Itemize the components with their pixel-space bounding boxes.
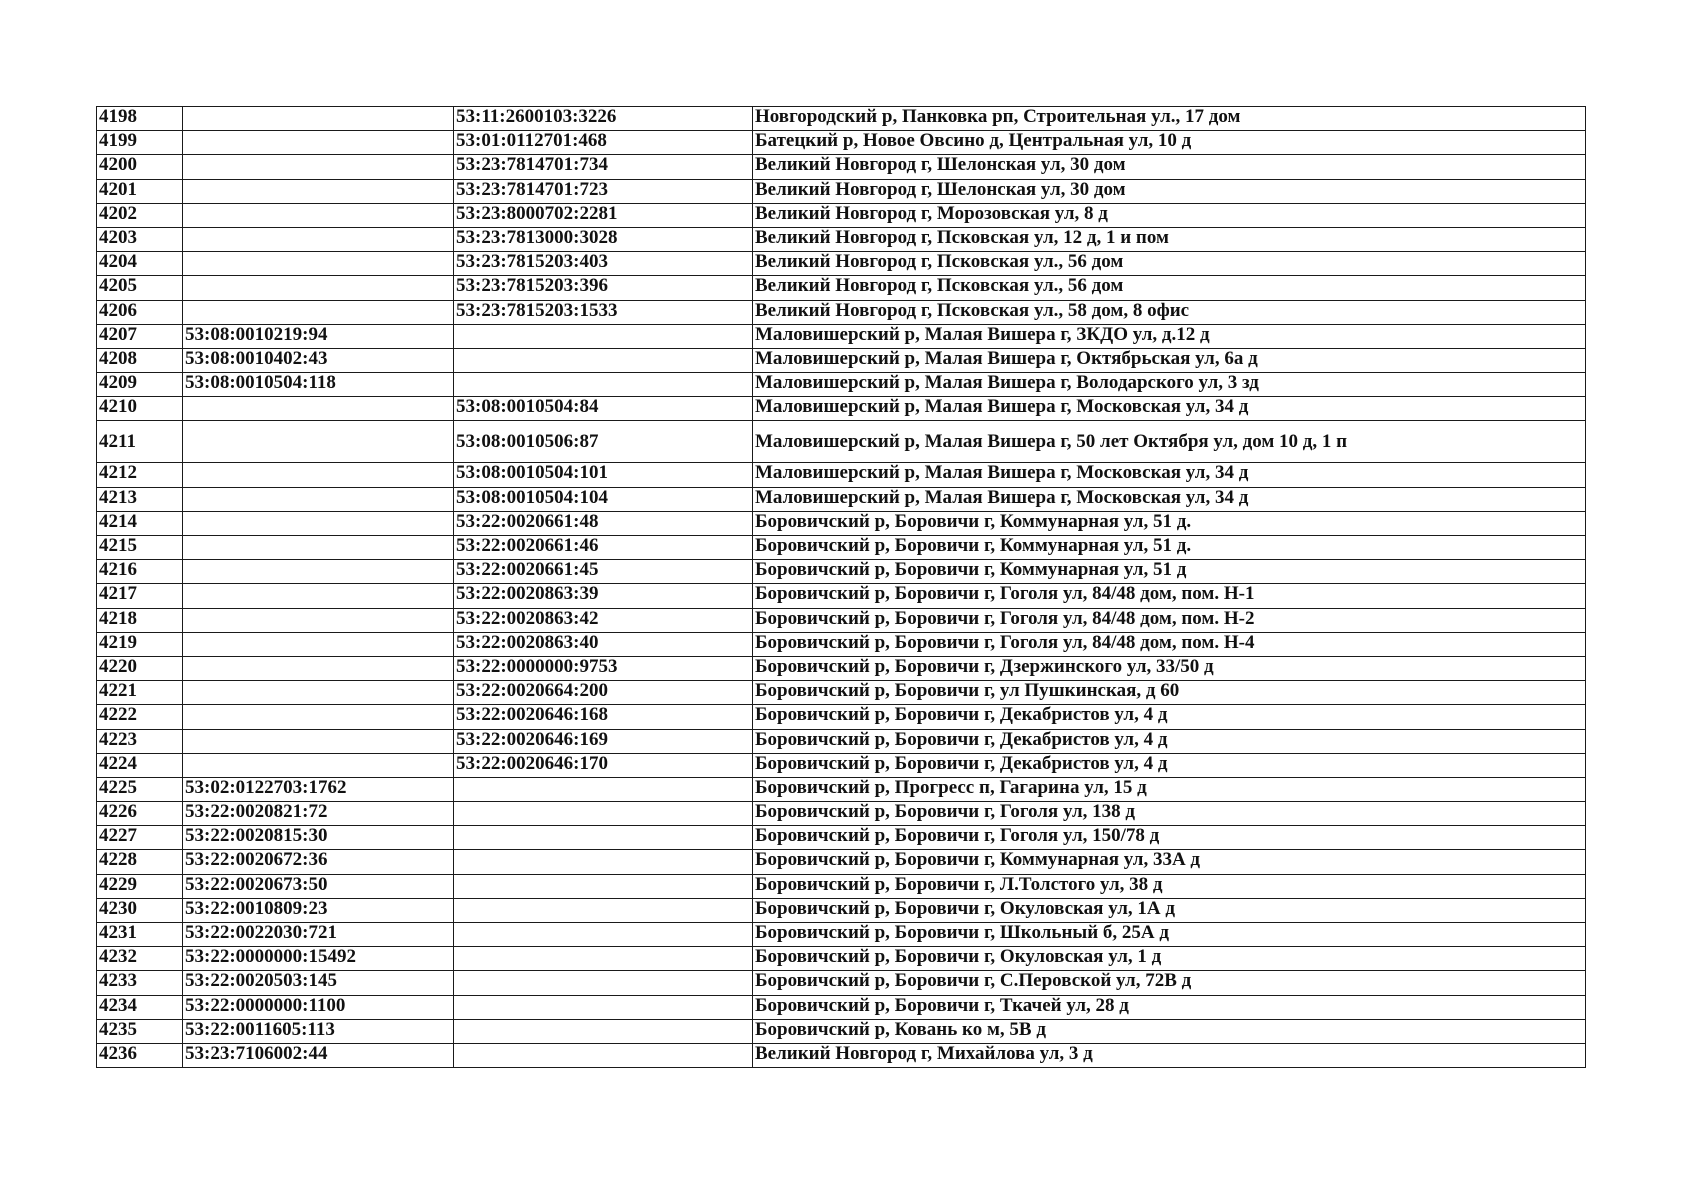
row-number-cell: 4216 [97,560,183,584]
address-cell: Великий Новгород г, Псковская ул., 56 дом [753,276,1586,300]
table-row [97,947,1586,971]
row-number-cell: 4213 [97,487,183,511]
address-cell: Боровичский р, Боровичи г, Гоголя ул, 84/48 дом, пом. Н-2 [753,608,1586,632]
premise-cadastral-number-cell: 53:22:0000000:9753 [454,656,753,680]
row-number-cell: 4235 [97,1019,183,1043]
row-number-cell: 4205 [97,276,183,300]
address-cell: Боровичский р, Боровичи г, Ткачей ул, 28 д [753,995,1586,1019]
row-number-cell: 4231 [97,923,183,947]
premise-cadastral-number-cell: 53:23:7814701:723 [454,179,753,203]
row-number-cell: 4217 [97,584,183,608]
row-number-cell: 4232 [97,947,183,971]
address-cell: Боровичский р, Боровичи г, ул Пушкинская, д 60 [753,681,1586,705]
premise-cadastral-number-cell [454,995,753,1019]
row-number-cell: 4225 [97,777,183,801]
row-number-cell: 4209 [97,373,183,397]
table-row [97,971,1586,995]
building-cadastral-number-cell [183,300,454,324]
building-cadastral-number-cell: 53:08:0010402:43 [183,348,454,372]
premise-cadastral-number-cell: 53:23:7815203:396 [454,276,753,300]
row-number-cell: 4230 [97,898,183,922]
property-registry-table [96,106,1586,1068]
address-cell: Боровичский р, Боровичи г, Окуловская ул, 1 д [753,947,1586,971]
premise-cadastral-number-cell: 53:08:0010504:84 [454,397,753,421]
building-cadastral-number-cell [183,681,454,705]
row-number-cell: 4212 [97,463,183,487]
address-cell: Великий Новгород г, Псковская ул., 56 дом [753,252,1586,276]
row-number-cell: 4210 [97,397,183,421]
premise-cadastral-number-cell: 53:22:0020661:48 [454,511,753,535]
premise-cadastral-number-cell [454,373,753,397]
address-cell: Маловишерский р, Малая Вишера г, ЗКДО ул, д.12 д [753,324,1586,348]
table-row [97,511,1586,535]
row-number-cell: 4224 [97,753,183,777]
address-cell: Боровичский р, Прогресс п, Гагарина ул, 15 д [753,777,1586,801]
table-row [97,107,1586,131]
row-number-cell: 4221 [97,681,183,705]
row-number-cell: 4199 [97,131,183,155]
address-cell: Маловишерский р, Малая Вишера г, Московская ул, 34 д [753,397,1586,421]
building-cadastral-number-cell [183,131,454,155]
table-row [97,656,1586,680]
building-cadastral-number-cell [183,397,454,421]
table-row [97,252,1586,276]
row-number-cell: 4220 [97,656,183,680]
premise-cadastral-number-cell: 53:11:2600103:3226 [454,107,753,131]
address-cell: Боровичский р, Боровичи г, Коммунарная ул, 33А д [753,850,1586,874]
row-number-cell: 4204 [97,252,183,276]
table-row [97,397,1586,421]
premise-cadastral-number-cell [454,1043,753,1067]
premise-cadastral-number-cell [454,777,753,801]
table-row [97,632,1586,656]
building-cadastral-number-cell [183,753,454,777]
address-cell: Маловишерский р, Малая Вишера г, Московская ул, 34 д [753,487,1586,511]
building-cadastral-number-cell [183,560,454,584]
address-cell: Новгородский р, Панковка рп, Строительная ул., 17 дом [753,107,1586,131]
table-row [97,1019,1586,1043]
address-cell: Великий Новгород г, Псковская ул, 12 д, 1 и пом [753,227,1586,251]
building-cadastral-number-cell: 53:22:0022030:721 [183,923,454,947]
table-row [97,753,1586,777]
table-row [97,705,1586,729]
address-cell: Великий Новгород г, Шелонская ул, 30 дом [753,179,1586,203]
address-cell: Боровичский р, Ковань ко м, 5В д [753,1019,1586,1043]
address-cell: Маловишерский р, Малая Вишера г, Октябрьская ул, 6а д [753,348,1586,372]
row-number-cell: 4234 [97,995,183,1019]
table-row [97,995,1586,1019]
premise-cadastral-number-cell: 53:23:7815203:403 [454,252,753,276]
premise-cadastral-number-cell: 53:22:0020863:42 [454,608,753,632]
row-number-cell: 4218 [97,608,183,632]
premise-cadastral-number-cell: 53:22:0020646:168 [454,705,753,729]
table-row [97,923,1586,947]
building-cadastral-number-cell [183,632,454,656]
table-row [97,421,1586,463]
row-number-cell: 4215 [97,536,183,560]
table-row [97,560,1586,584]
table-row [97,777,1586,801]
table-row [97,487,1586,511]
building-cadastral-number-cell: 53:22:0020503:145 [183,971,454,995]
premise-cadastral-number-cell: 53:23:7814701:734 [454,155,753,179]
address-cell: Боровичский р, Боровичи г, Гоголя ул, 138 д [753,802,1586,826]
building-cadastral-number-cell [183,155,454,179]
premise-cadastral-number-cell [454,348,753,372]
premise-cadastral-number-cell: 53:22:0020646:170 [454,753,753,777]
premise-cadastral-number-cell: 53:22:0020863:40 [454,632,753,656]
address-cell: Боровичский р, Боровичи г, Окуловская ул, 1А д [753,898,1586,922]
table-row [97,1043,1586,1067]
building-cadastral-number-cell [183,276,454,300]
address-cell: Боровичский р, Боровичи г, Гоголя ул, 84/48 дом, пом. Н-4 [753,632,1586,656]
address-cell: Великий Новгород г, Морозовская ул, 8 д [753,203,1586,227]
address-cell: Великий Новгород г, Шелонская ул, 30 дом [753,155,1586,179]
table-row [97,898,1586,922]
building-cadastral-number-cell [183,656,454,680]
building-cadastral-number-cell [183,584,454,608]
premise-cadastral-number-cell: 53:23:7813000:3028 [454,227,753,251]
building-cadastral-number-cell [183,536,454,560]
premise-cadastral-number-cell: 53:08:0010504:104 [454,487,753,511]
premise-cadastral-number-cell: 53:22:0020661:45 [454,560,753,584]
registry-table-body [97,107,1586,1068]
address-cell: Великий Новгород г, Псковская ул., 58 дом, 8 офис [753,300,1586,324]
address-cell: Боровичский р, Боровичи г, Гоголя ул, 84/48 дом, пом. Н-1 [753,584,1586,608]
row-number-cell: 4200 [97,155,183,179]
row-number-cell: 4219 [97,632,183,656]
table-row [97,131,1586,155]
premise-cadastral-number-cell [454,923,753,947]
table-row [97,729,1586,753]
row-number-cell: 4222 [97,705,183,729]
building-cadastral-number-cell: 53:22:0020673:50 [183,874,454,898]
premise-cadastral-number-cell: 53:08:0010506:87 [454,421,753,463]
row-number-cell: 4208 [97,348,183,372]
building-cadastral-number-cell [183,487,454,511]
table-row [97,536,1586,560]
address-cell: Боровичский р, Боровичи г, Гоголя ул, 150/78 д [753,826,1586,850]
building-cadastral-number-cell: 53:02:0122703:1762 [183,777,454,801]
row-number-cell: 4226 [97,802,183,826]
building-cadastral-number-cell: 53:23:7106002:44 [183,1043,454,1067]
building-cadastral-number-cell [183,421,454,463]
address-cell: Великий Новгород г, Михайлова ул, 3 д [753,1043,1586,1067]
building-cadastral-number-cell: 53:22:0020672:36 [183,850,454,874]
address-cell: Маловишерский р, Малая Вишера г, 50 лет Октября ул, дом 10 д, 1 п [753,421,1586,463]
row-number-cell: 4214 [97,511,183,535]
premise-cadastral-number-cell: 53:01:0112701:468 [454,131,753,155]
building-cadastral-number-cell: 53:22:0011605:113 [183,1019,454,1043]
table-row [97,373,1586,397]
building-cadastral-number-cell [183,107,454,131]
building-cadastral-number-cell: 53:22:0020815:30 [183,826,454,850]
row-number-cell: 4233 [97,971,183,995]
building-cadastral-number-cell [183,179,454,203]
building-cadastral-number-cell [183,608,454,632]
premise-cadastral-number-cell [454,1019,753,1043]
row-number-cell: 4203 [97,227,183,251]
row-number-cell: 4207 [97,324,183,348]
address-cell: Боровичский р, Боровичи г, С.Перовской ул, 72В д [753,971,1586,995]
premise-cadastral-number-cell: 53:22:0020863:39 [454,584,753,608]
premise-cadastral-number-cell [454,898,753,922]
premise-cadastral-number-cell [454,826,753,850]
address-cell: Боровичский р, Боровичи г, Декабристов ул, 4 д [753,705,1586,729]
building-cadastral-number-cell [183,252,454,276]
row-number-cell: 4227 [97,826,183,850]
building-cadastral-number-cell [183,729,454,753]
table-row [97,584,1586,608]
table-row [97,681,1586,705]
address-cell: Маловишерский р, Малая Вишера г, Московская ул, 34 д [753,463,1586,487]
building-cadastral-number-cell: 53:22:0020821:72 [183,802,454,826]
table-row [97,179,1586,203]
building-cadastral-number-cell: 53:08:0010219:94 [183,324,454,348]
premise-cadastral-number-cell: 53:08:0010504:101 [454,463,753,487]
building-cadastral-number-cell [183,511,454,535]
building-cadastral-number-cell: 53:08:0010504:118 [183,373,454,397]
building-cadastral-number-cell [183,705,454,729]
table-row [97,850,1586,874]
premise-cadastral-number-cell [454,874,753,898]
row-number-cell: 4223 [97,729,183,753]
building-cadastral-number-cell: 53:22:0000000:1100 [183,995,454,1019]
address-cell: Боровичский р, Боровичи г, Декабристов ул, 4 д [753,729,1586,753]
table-row [97,802,1586,826]
building-cadastral-number-cell [183,227,454,251]
address-cell: Маловишерский р, Малая Вишера г, Володарского ул, 3 зд [753,373,1586,397]
address-cell: Батецкий р, Новое Овсино д, Центральная ул, 10 д [753,131,1586,155]
row-number-cell: 4202 [97,203,183,227]
building-cadastral-number-cell [183,463,454,487]
table-row [97,324,1586,348]
row-number-cell: 4201 [97,179,183,203]
premise-cadastral-number-cell [454,802,753,826]
building-cadastral-number-cell: 53:22:0010809:23 [183,898,454,922]
table-row [97,155,1586,179]
premise-cadastral-number-cell [454,850,753,874]
address-cell: Боровичский р, Боровичи г, Дзержинского ул, 33/50 д [753,656,1586,680]
row-number-cell: 4198 [97,107,183,131]
table-row [97,300,1586,324]
premise-cadastral-number-cell: 53:23:7815203:1533 [454,300,753,324]
building-cadastral-number-cell: 53:22:0000000:15492 [183,947,454,971]
premise-cadastral-number-cell [454,324,753,348]
table-row [97,874,1586,898]
address-cell: Боровичский р, Боровичи г, Коммунарная ул, 51 д. [753,536,1586,560]
row-number-cell: 4206 [97,300,183,324]
address-cell: Боровичский р, Боровичи г, Декабристов ул, 4 д [753,753,1586,777]
table-row [97,608,1586,632]
row-number-cell: 4236 [97,1043,183,1067]
premise-cadastral-number-cell [454,971,753,995]
address-cell: Боровичский р, Боровичи г, Школьный б, 25А д [753,923,1586,947]
address-cell: Боровичский р, Боровичи г, Коммунарная ул, 51 д. [753,511,1586,535]
table-row [97,276,1586,300]
premise-cadastral-number-cell: 53:22:0020664:200 [454,681,753,705]
table-row [97,826,1586,850]
table-row [97,203,1586,227]
premise-cadastral-number-cell [454,947,753,971]
address-cell: Боровичский р, Боровичи г, Коммунарная ул, 51 д [753,560,1586,584]
row-number-cell: 4229 [97,874,183,898]
table-row [97,227,1586,251]
row-number-cell: 4228 [97,850,183,874]
row-number-cell: 4211 [97,421,183,463]
table-row [97,463,1586,487]
premise-cadastral-number-cell: 53:22:0020646:169 [454,729,753,753]
address-cell: Боровичский р, Боровичи г, Л.Толстого ул, 38 д [753,874,1586,898]
premise-cadastral-number-cell: 53:22:0020661:46 [454,536,753,560]
premise-cadastral-number-cell: 53:23:8000702:2281 [454,203,753,227]
building-cadastral-number-cell [183,203,454,227]
table-row [97,348,1586,372]
